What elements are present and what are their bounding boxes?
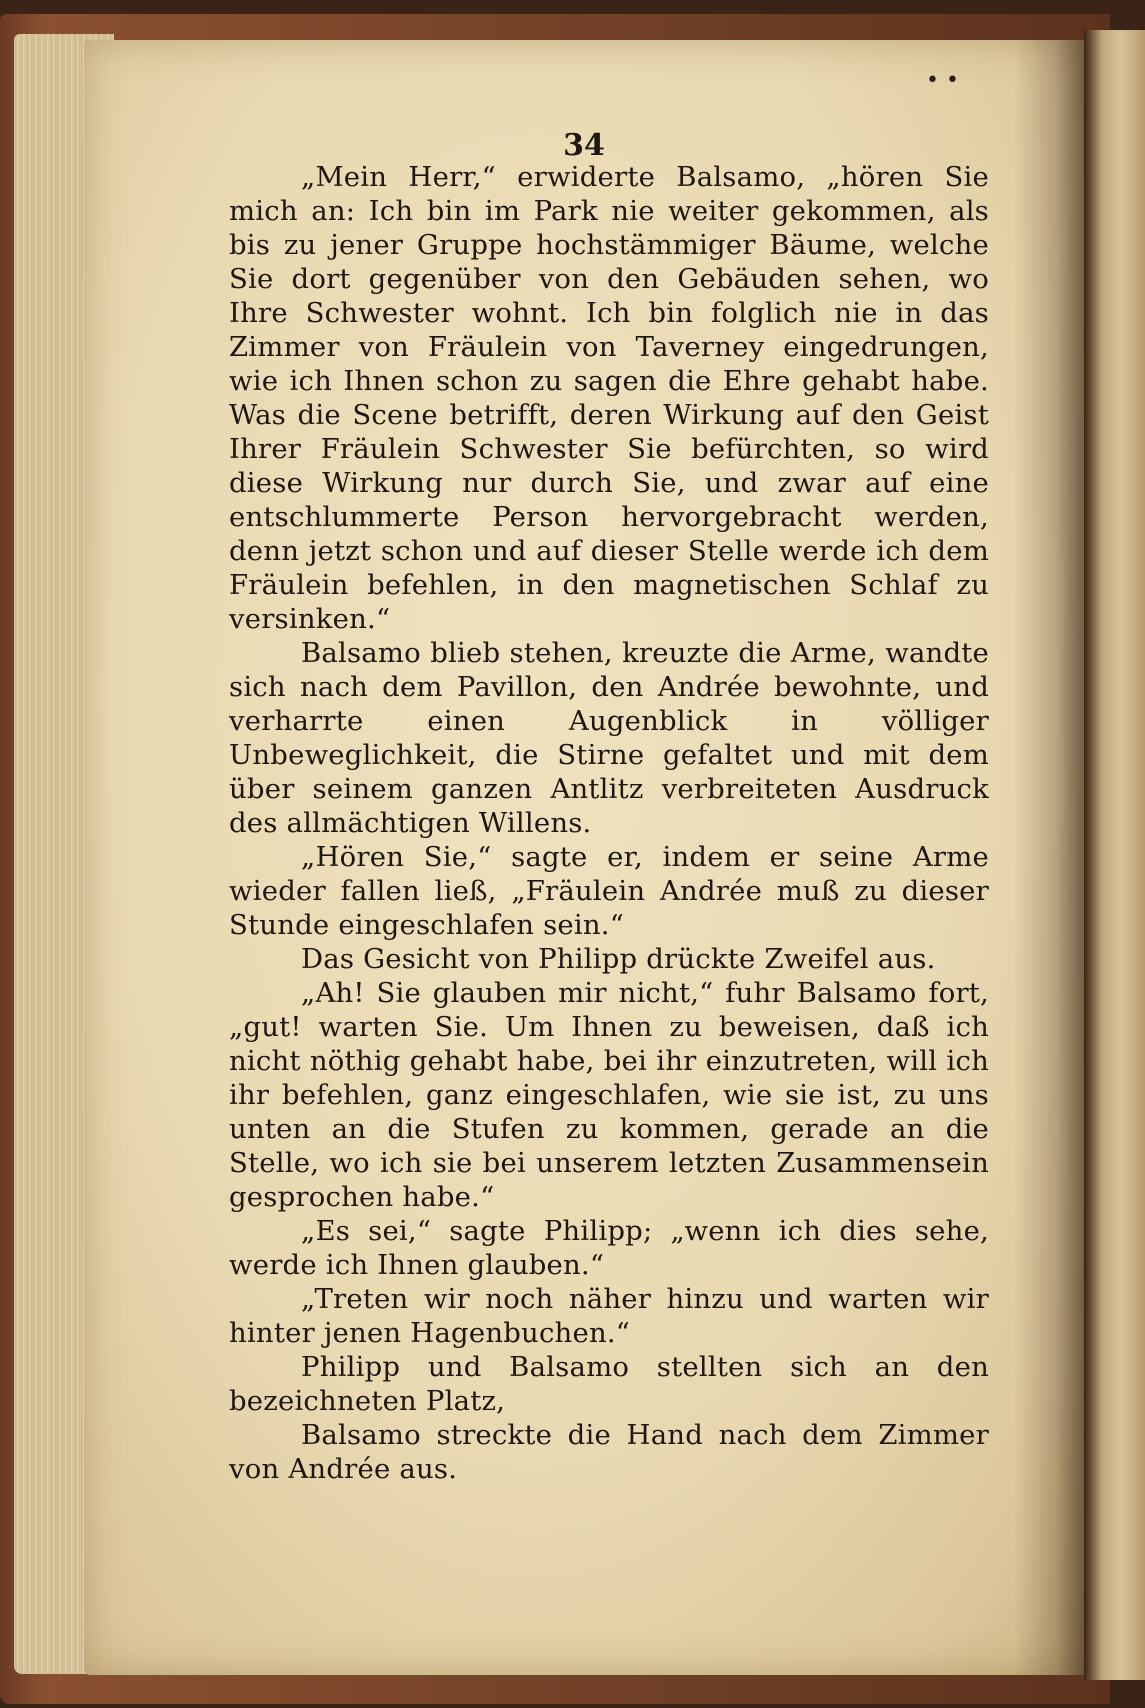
paragraph: Balsamo blieb stehen, kreuzte die Arme, wandte sich nach dem Pavillon, den Andrée bewohnte, und verharrte einen Augenblick in völliger Unbeweglichkeit, die Stirne gefaltet und mit dem über seinem ganzen Antlitz verbreiteten Ausdruck des allmächtigen Willens. (229, 637, 989, 839)
paragraph: „Mein Herr,“ erwiderte Balsamo, „hören Sie mich an: Ich bin im Park nie weiter gekommen, als bis zu jener Gruppe hochstämmiger Bäume, welche Sie dort gegenüber von den Gebäuden sehen, wo Ihre Schwester wohnt. Ich bin folglich nie in das Zimmer von Fräulein von Taverney eingedrungen, wie ich Ihnen schon zu sagen die Ehre gehabt habe. Was die Scene betrifft, deren Wirkung auf den Geist Ihrer Fräulein Schwester Sie befürchten, so wird diese Wirkung nur durch Sie, und zwar auf eine entschlummerte Person hervorgebracht werden, denn jetzt schon und auf dieser Stelle werde ich dem Fräulein befehlen, in den magnetischen Schlaf zu versinken.“ (229, 161, 989, 635)
paragraph: „Hören Sie,“ sagte er, indem er seine Arme wieder fallen ließ, „Fräulein Andrée muß zu dieser Stunde eingeschlafen sein.“ (229, 841, 989, 941)
paragraph: „Es sei,“ sagte Philipp; „wenn ich dies sehe, werde ich Ihnen glauben.“ (229, 1215, 989, 1281)
book-page (84, 40, 1084, 1675)
facing-page-edge (1084, 30, 1145, 1680)
page-body (229, 160, 989, 1486)
paragraph: „Ah! Sie glauben mir nicht,“ fuhr Balsamo fort, „gut! warten Sie. Um Ihnen zu beweisen, daß ich nicht nöthig gehabt habe, bei ihr einzutreten, will ich ihr befehlen, ganz eingeschlafen, wie sie ist, zu uns unten an die Stufen zu kommen, gerade an die Stelle, wo ich sie bei unserem letzten Zusammensein gesprochen habe.“ (229, 977, 989, 1213)
gutter-shadow (1014, 40, 1084, 1675)
paragraph: „Treten wir noch näher hinzu und warten wir hinter jenen Hagenbuchen.“ (229, 1283, 989, 1349)
paragraph: Das Gesicht von Philipp drückte Zweifel aus. (301, 943, 936, 975)
paragraph: Philipp und Balsamo stellten sich an den bezeichneten Platz, (229, 1351, 989, 1417)
ink-speck: • • (926, 68, 959, 93)
page-number: 34 (563, 128, 605, 163)
paragraph: Balsamo streckte die Hand nach dem Zimmer von Andrée aus. (229, 1419, 989, 1485)
